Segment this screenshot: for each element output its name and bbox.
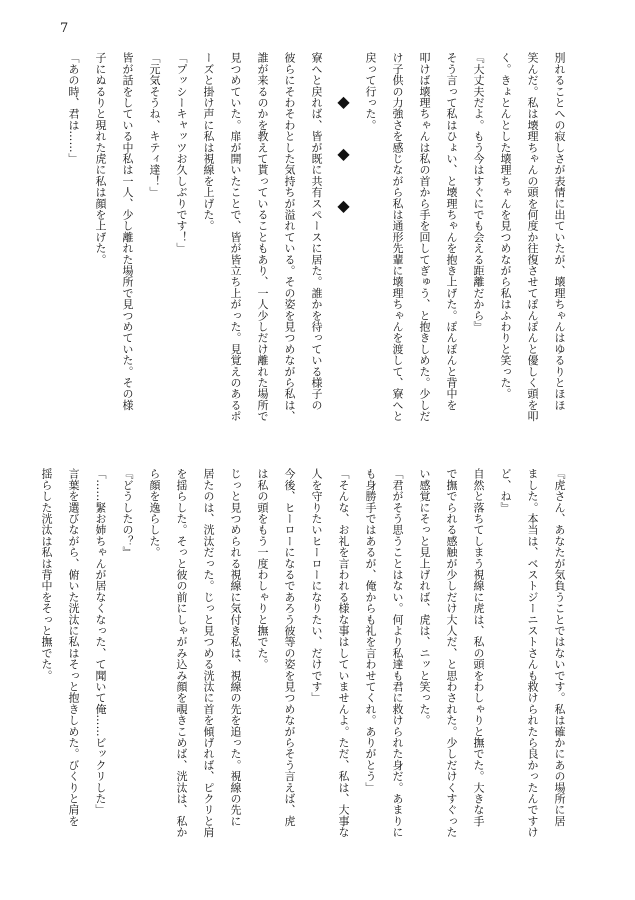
- page-number: 7: [60, 21, 69, 36]
- diamond-icon: ◆: [334, 196, 353, 216]
- text-line: 戻って行った。: [364, 52, 377, 131]
- text-line: 言葉を選びながら、俯いた洸汰に私はそっと抱きしめた。びくりと肩を: [67, 468, 80, 827]
- text-line: 寮へと戻れば、皆が既に共有スペースに居た。誰かを待っている様子の: [310, 52, 323, 411]
- text-line: 『虎さん、あなたが気負うことではないです。私は確かにあの場所に居: [553, 468, 566, 827]
- dialogue-line: 「……緊お姉ちゃんが居なくなった、て聞いて俺……ビックリした」: [94, 468, 107, 816]
- lower-text-block: [40, 468, 573, 848]
- section-divider: [330, 52, 357, 424]
- dialogue-line: 『どうしたの？』: [121, 468, 134, 558]
- text-line: い感覚にそっと見上げれば、虎は、ニッと笑った。: [418, 468, 431, 726]
- text-line: け子供の力強さを感じながら私は通形先輩に壊理ちゃんを渡して、寮へと: [391, 52, 404, 422]
- text-line: 子にぬるりと現れた虎に私は顔を上げた。: [94, 52, 107, 265]
- dialogue-line: 「元気そうね、キティ達！」: [148, 52, 161, 198]
- text-line: 別れることへの寂しさが表情に出ていたが、壊理ちゃんはゆるりとほほ: [553, 52, 566, 411]
- text-line: 皆が話をしている中私は一人、少し離れた場所で見つめていた。その様: [121, 52, 134, 411]
- text-line: ーズと掛け声に私は視線を上げた。: [202, 52, 215, 232]
- upper-text-block: [53, 52, 573, 424]
- text-line: く。きょとんとした壊理ちゃんを見つめながら私はふわりと笑った。: [499, 52, 512, 400]
- text-line: 『大丈夫だよ。もう今はすぐにでも会える距離だから』: [472, 52, 485, 332]
- text-line: 叩けば壊理ちゃんは私の首から手を回してぎゅう、と抱きしめた。少しだ: [418, 52, 431, 422]
- text-line: 彼らにそわそわとした気持ちが溢れている。その姿を見つめながら私は、: [283, 52, 296, 422]
- dialogue-line: も身勝手ではあるが、俺からも礼を言わせてくれ。ありがとう」: [364, 468, 377, 793]
- dialogue-line: 「プッシーキャッツお久しぶりです！」: [175, 52, 188, 254]
- text-line: ど、ね』: [499, 468, 512, 513]
- text-line: 自然と落ちてしまう視線に虎は、私の頭をわしゃりと撫でた。大きな手: [472, 468, 485, 827]
- diamond-icon: ◆: [334, 144, 353, 164]
- text-line: そう言って私はひょい、と壊理ちゃんを抱き上げた。ぽんぽんと背中を: [445, 52, 458, 411]
- text-line: 見つめていた。扉が開いたことで、皆が皆立ち上がった。見覚えのあるポ: [229, 52, 242, 422]
- dialogue-line: 「あの時、君は……」: [67, 52, 80, 164]
- text-line: ら顔を逸らした。: [148, 468, 161, 558]
- text-line: 誰が来るのかを教えて貰っていることもあり、一人少しだけ離れた場所で: [256, 52, 269, 422]
- dialogue-line: 「君がそう思うことはない。何より私達も君に救けられた身だ。あまりに: [391, 468, 404, 838]
- text-line: じっと見つめられる視線に気付き私は、視線の先を追った。視線の先に: [229, 468, 242, 827]
- dialogue-line: 「そんな、お礼を言われる様な事はしていませんよ。ただ、私は、大事な: [337, 468, 350, 838]
- text-line: は私の頭をもう一度わしゃりと撫でた。: [256, 468, 269, 670]
- text-line: 揺らした洸汰は私は背中をそっと撫でた。: [40, 468, 53, 681]
- text-line: ました。本当は、ベストジーニストさんも救けられたら良かったんですけ: [526, 468, 539, 838]
- text-line: 居たのは、洸汰だった。じっと見つめる洸汰に首を傾げれば、ピクリと肩: [202, 468, 215, 838]
- dialogue-line: 人を守りたいヒーローになりたい、だけです」: [310, 468, 323, 704]
- diamond-icon: ◆: [334, 92, 353, 111]
- text-line: を揺らした。そっと彼の前にしゃがみ込み顔を覗きこめば、洸汰は、私か: [175, 468, 188, 838]
- text-line: で撫でられる感触が少しだけ大人だ、と思わされた。少しだけくすぐった: [445, 468, 458, 838]
- text-line: 今後、ヒーローになるであろう彼等の姿を見つめながらそう言えば、虎: [283, 468, 296, 827]
- text-line: 笑んだ。私は壊理ちゃんの頭を何度か往復させてぽんぽんと優しく頭を叩: [526, 52, 539, 422]
